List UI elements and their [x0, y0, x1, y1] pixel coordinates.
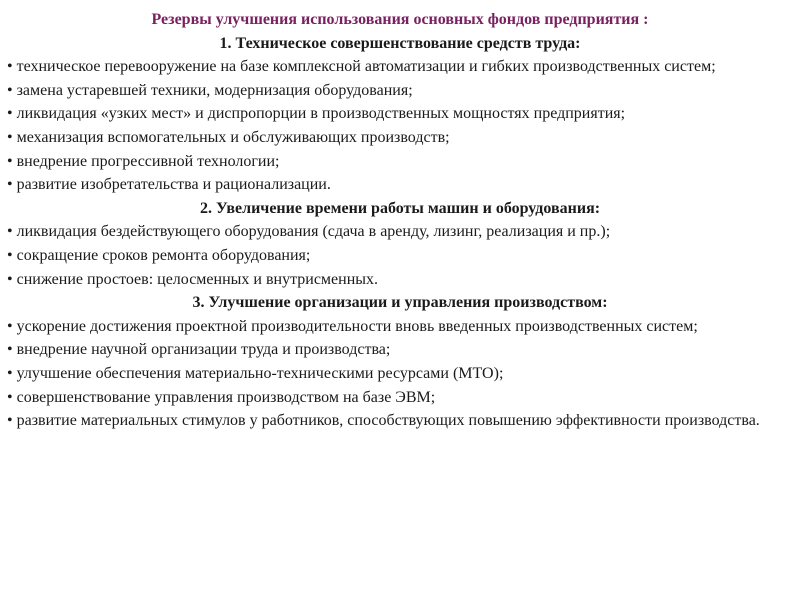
document-body — [7, 8, 793, 433]
list-item: • механизация вспомогательных и обслуживающих производств; — [7, 128, 450, 146]
list-item: • внедрение научной организации труда и производства; — [7, 341, 391, 359]
document-title: Резервы улучшения использования основных фондов предприятия : — [151, 11, 649, 28]
list-item: • снижение простоев: целосменных и внутрисменных. — [7, 270, 379, 288]
list-item: • сокращение сроков ремонта оборудования; — [7, 246, 311, 264]
list-item: • развитие изобретательства и рационализации. — [7, 176, 331, 194]
list-item: • замена устаревшей техники, модернизация оборудования; — [7, 81, 413, 99]
list-item: • развитие материальных стимулов у работников, способствующих повышению эффективности производства. — [7, 412, 760, 430]
section-heading: 1. Техническое совершенствование средств труда: — [219, 34, 581, 52]
section-heading: 3. Улучшение организации и управления производством: — [192, 294, 608, 312]
list-item: • улучшение обеспечения материально-техническими ресурсами (МТО); — [7, 364, 504, 382]
list-item: • внедрение прогрессивной технологии; — [7, 152, 280, 170]
section-2 — [7, 197, 793, 291]
list-item: • ускорение достижения проектной производительности вновь введенных производственных систем; — [7, 317, 698, 335]
section-3 — [7, 291, 793, 433]
list-item: • ликвидация «узких мест» и диспропорции в производственных мощностях предприятия; — [7, 105, 626, 123]
list-item: • техническое перевооружение на базе комплексной автоматизации и гибких производственных систем; — [7, 58, 716, 76]
section-heading: 2. Увеличение времени работы машин и оборудования: — [199, 199, 601, 217]
section-1 — [7, 32, 793, 197]
list-item: • совершенствование управления производством на базе ЭВМ; — [7, 388, 436, 406]
list-item: • ликвидация бездействующего оборудования (сдача в аренду, лизинг, реализация и пр.); — [7, 223, 611, 241]
